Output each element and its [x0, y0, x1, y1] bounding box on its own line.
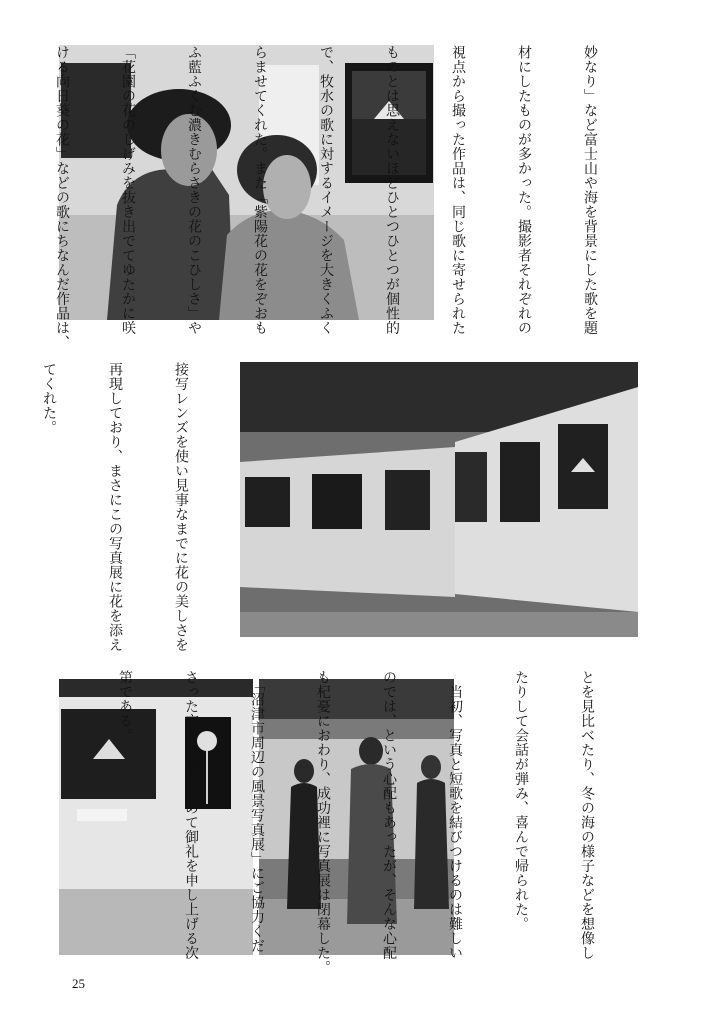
text-line: 「沼津市周辺の風景写真展」にご協力くだ	[249, 670, 265, 953]
article-column-top	[54, 45, 645, 350]
text-line: も杞憂におわり、成功裡に写真展は閉幕した。	[315, 670, 331, 975]
text-line: てくれた。	[41, 362, 57, 435]
text-line: ける向日葵の花」などの歌にちなんだ作品は、	[54, 45, 70, 350]
text-line: 再現しており、まさにこの写真展に花を添え	[107, 362, 123, 652]
photo-exhibition-panels	[240, 362, 638, 637]
text-line: 第である。	[117, 670, 133, 743]
text-line: とを見比べたり、冬の海の様子などを想像し	[579, 670, 595, 960]
text-line: のでは、という心配もあったが、そんな心配	[381, 670, 397, 960]
text-line: で、牧水の歌に対するイメージを大きくふく	[318, 45, 334, 335]
text-line: 妙なり」など富士山や海を背景にした歌を題	[582, 45, 598, 335]
page-number: 25	[72, 976, 85, 991]
article-column-middle	[41, 362, 236, 662]
article-column-bottom	[117, 670, 642, 975]
text-line: さった方々にあらためて御礼を申し上げる次	[183, 670, 199, 960]
text-line: たりして会話が弾み、喜んで帰られた。	[513, 670, 529, 931]
text-line: ふ藍ふくむ濃きむらさきの花のこひしさ」や	[186, 45, 202, 335]
text-line: 「花園の花のしげみを抜き出でてゆたかに咲	[120, 45, 136, 335]
text-line: 材にしたものが多かった。撮影者それぞれの	[516, 45, 532, 335]
text-line: ものとは思えないほどひとつひとつが個性的	[384, 45, 400, 335]
text-line: 視点から撮った作品は、同じ歌に寄せられた	[450, 45, 466, 335]
text-line: 当初、写真と短歌を結びつけるのは難しい	[447, 670, 463, 960]
text-line: 接写レンズを使い見事なまでに花の美しさを	[173, 362, 189, 652]
text-line: らませてくれた。また「紫陽花の花をぞおも	[252, 45, 268, 335]
